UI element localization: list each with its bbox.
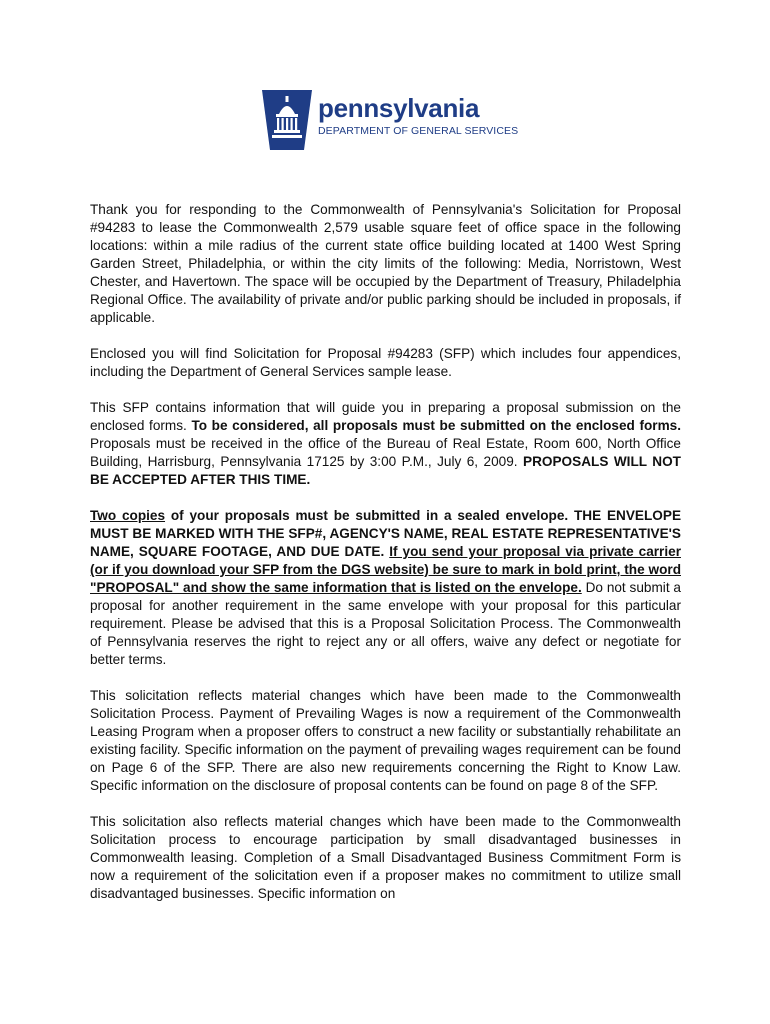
- dgs-logo: [262, 90, 518, 150]
- p4-two-copies: Two copies: [90, 508, 166, 523]
- paragraph-3: [90, 399, 681, 489]
- paragraph-5: This solicitation reflects material changes which have been made to the Commonwealth Solicitation Process. Payment of Prevailing Wages is now a requirement of the Commonwealth Leasing Program when a proposer offers to construct a new facility or substantially rehabilitate an existing facility. Specific information on the payment of prevailing wages requirement can be found on Page 6 of the SFP. There are also new requirements concerning the Right to Know Law. Specific information on the disclosure of proposal contents can be found on page 8 of the SFP.: [90, 688, 681, 793]
- letter-body: [90, 201, 681, 921]
- p4-private-carrier: If you send your proposal via private carrier (or if you download your SFP from the DGS website) be sure to mark in bold print, the word "PROPOSAL" and show the same information that is listed on the envelope.: [90, 544, 681, 595]
- paragraph-4: [90, 507, 681, 669]
- p3-bold-consideration: To be considered, all proposals must be submitted on the enclosed forms.: [191, 418, 681, 433]
- paragraph-1: Thank you for responding to the Commonwealth of Pennsylvania's Solicitation for Proposal #94283 to lease the Commonwealth 2,579 usable square feet of office space in the following locations: within a mile radius of the current state office building located at 1400 West Spring Garden Street, Philadelphia, or within the city limits of the following: Media, Norristown, West Chester, and Havertown. The space will be occupied by the Department of Treasury, Philadelphia Regional Office. The availability of private and/or public parking should be included in proposals, if applicable.: [90, 202, 681, 325]
- logo-wordmark: pennsylvania: [318, 93, 480, 123]
- logo-department: DEPARTMENT OF GENERAL SERVICES: [318, 125, 519, 137]
- p4-text-e: Do not submit a proposal for another requirement in the same envelope with your proposal for this particular requirement. Please be advised that this is a Proposal Solicitation Process. The Commonwealth of Pennsylvania reserves the right to reject any or all offers, waive any defect or negotiate for better terms.: [90, 580, 681, 667]
- keystone-capitol-icon: [262, 90, 312, 150]
- paragraph-2: Enclosed you will find Solicitation for Proposal #94283 (SFP) which includes four appendices, including the Department of General Services sample lease.: [90, 346, 681, 379]
- p4-sealed-envelope: of your proposals must be submitted in a sealed envelope: [165, 508, 565, 523]
- p3-text-a: This SFP contains information that will guide you in preparing a proposal submission on the enclosed forms.: [90, 400, 681, 433]
- p3-deadline-warning: PROPOSALS WILL NOT BE ACCEPTED AFTER THIS TIME.: [90, 454, 681, 487]
- paragraph-6: This solicitation also reflects material changes which have been made to the Commonwealth Solicitation process to encourage participation by small disadvantaged businesses in Commonwealth leasing. Completion of a Small Disadvantaged Business Commitment Form is now a requirement of the solicitation even if a proposer makes no commitment to utilize small disadvantaged businesses. Specific information on: [90, 814, 681, 901]
- p4-envelope-marking: . THE ENVELOPE MUST BE MARKED WITH THE SFP#, AGENCY'S NAME, REAL ESTATE REPRESENTATIVE'S NAME, SQUARE FOOTAGE, AND DUE DATE.: [90, 508, 682, 559]
- p3-text-c: Proposals must be received in the office of the Bureau of Real Estate, Room 600, North Office Building, Harrisburg, Pennsylvania 17125 by 3:00 P.M., July 6, 2009.: [90, 436, 681, 469]
